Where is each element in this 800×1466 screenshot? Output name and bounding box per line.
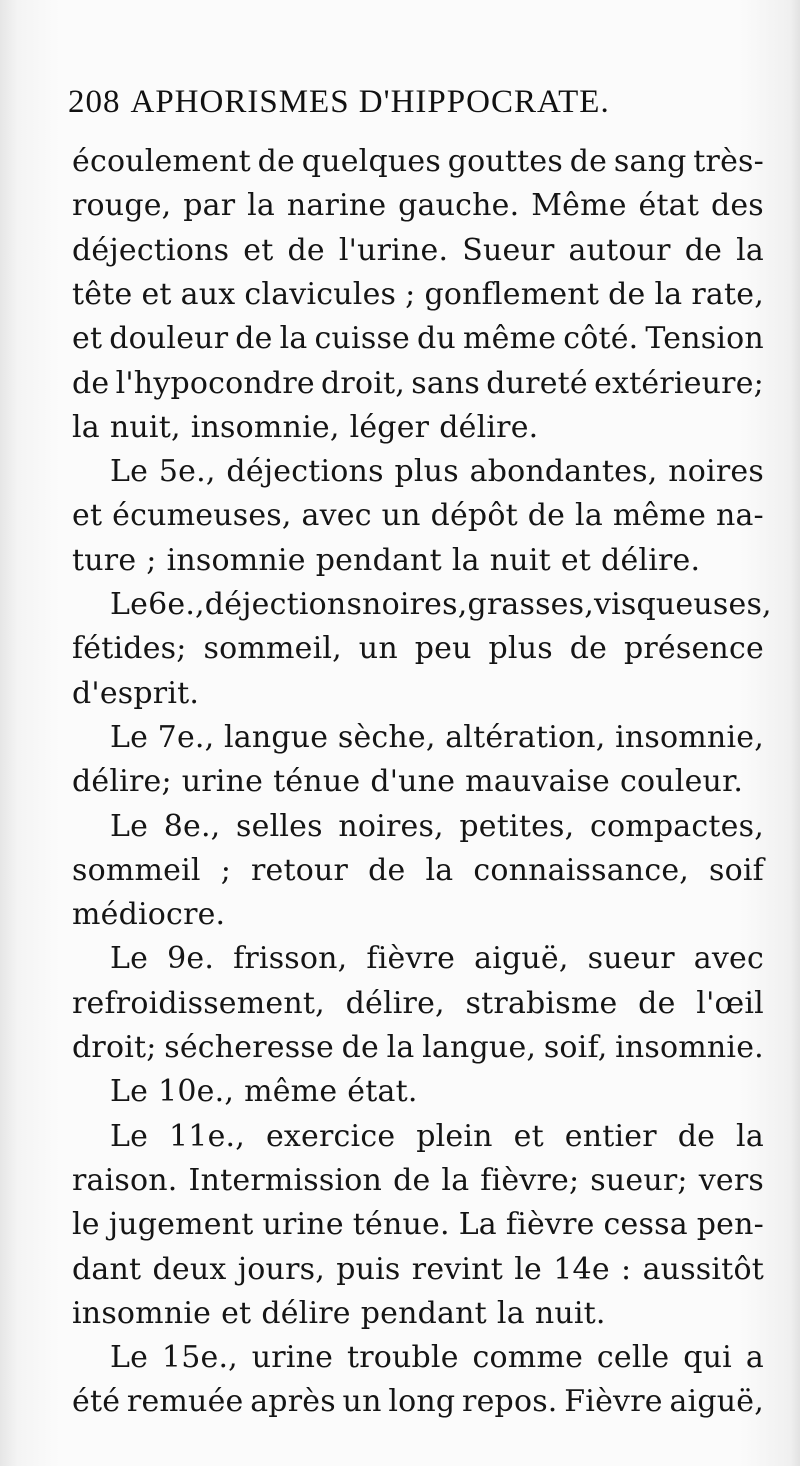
- word: sans: [411, 365, 481, 401]
- word: ;: [146, 542, 157, 578]
- text-line: [72, 184, 764, 228]
- running-header: [68, 84, 610, 121]
- word: état: [638, 188, 700, 224]
- word: par: [183, 188, 236, 224]
- word: délire.: [439, 409, 539, 445]
- word: insomnie: [166, 542, 306, 578]
- word: langue: [223, 719, 329, 755]
- word: sèche,: [337, 719, 436, 755]
- word: la: [654, 276, 683, 312]
- word: et: [72, 498, 103, 534]
- word: déjections: [226, 454, 384, 490]
- word: avec: [693, 941, 764, 977]
- word: insomnie.: [615, 1030, 764, 1065]
- word: la: [496, 1295, 525, 1331]
- text-line: [72, 1380, 764, 1424]
- word: qui: [683, 1340, 732, 1376]
- word: de: [287, 232, 325, 268]
- word: extérieure;: [594, 365, 764, 401]
- text-line: [72, 760, 764, 804]
- word: de: [393, 1162, 431, 1198]
- word: Intermission: [188, 1162, 383, 1198]
- word: langue,: [422, 1030, 537, 1065]
- word: nuit.: [534, 1295, 606, 1331]
- word: la: [441, 1162, 470, 1198]
- word: de: [569, 144, 608, 179]
- word: tête: [72, 276, 133, 312]
- word: ;: [405, 276, 416, 312]
- word: ;: [220, 852, 232, 888]
- word: plein: [416, 1118, 493, 1154]
- word: sueur;: [590, 1162, 688, 1198]
- word: altération,: [445, 719, 606, 755]
- word: mauvaise: [465, 764, 611, 800]
- word: retour: [251, 852, 349, 888]
- text-line: [72, 317, 764, 361]
- word: de: [684, 232, 723, 268]
- word: entier: [564, 1118, 657, 1154]
- word: un: [381, 498, 421, 534]
- word: même: [244, 1074, 338, 1110]
- text-line: [72, 583, 772, 627]
- word: raison.: [72, 1162, 178, 1198]
- word: délire.: [601, 542, 701, 578]
- word: urine: [262, 1207, 344, 1243]
- word: rate,: [691, 276, 764, 312]
- word: délire,: [345, 985, 445, 1021]
- word: droit;: [72, 1030, 157, 1065]
- word: urine: [251, 1340, 334, 1376]
- word: dureté: [486, 365, 588, 401]
- word: puis: [336, 1251, 401, 1287]
- word: aiguë,: [669, 1384, 764, 1420]
- word: fièvre: [366, 941, 456, 977]
- word: sécheresse: [164, 1030, 334, 1065]
- text-line: [72, 450, 764, 494]
- text-line: [72, 273, 764, 317]
- word: état.: [347, 1074, 418, 1110]
- word: un: [342, 1384, 382, 1420]
- word: noires: [668, 454, 764, 490]
- word: côté.: [563, 321, 639, 357]
- text-line: [72, 1115, 764, 1159]
- word: urine: [181, 764, 264, 800]
- word: déjections: [72, 232, 230, 268]
- word: gonflement: [424, 276, 600, 312]
- text-line: [72, 849, 764, 893]
- word: grasses,: [467, 587, 594, 622]
- word: 15e.,: [161, 1340, 238, 1376]
- word: de: [72, 365, 110, 401]
- word: ténue.: [352, 1207, 450, 1243]
- word: autour: [568, 232, 671, 268]
- word: trouble: [346, 1340, 459, 1376]
- word: compactes,: [589, 808, 764, 844]
- word: La: [458, 1207, 497, 1243]
- word: et: [141, 276, 172, 312]
- word: un: [358, 631, 398, 667]
- word: 8e.,: [163, 808, 221, 844]
- word: Fièvre: [564, 1384, 663, 1420]
- word: couleur.: [620, 764, 744, 800]
- word: sommeil: [72, 852, 201, 888]
- word: même: [612, 498, 707, 534]
- word: de: [368, 852, 406, 888]
- text-line: [72, 140, 764, 184]
- word: de: [608, 276, 646, 312]
- word: la: [247, 188, 276, 224]
- word: 11e.,: [169, 1118, 246, 1154]
- word: de: [257, 144, 296, 179]
- word: 7e.,: [157, 719, 215, 755]
- word: remuée: [126, 1384, 244, 1420]
- word: soif: [709, 852, 764, 888]
- word: quelques: [301, 144, 441, 179]
- text-line: [72, 362, 764, 406]
- word: insomnie,: [615, 719, 764, 755]
- word: cuisse: [314, 321, 410, 357]
- word: délire;: [72, 764, 172, 800]
- word: l'hypocondre: [115, 365, 315, 401]
- word: de: [235, 321, 273, 357]
- word: vers: [698, 1162, 764, 1198]
- word: sommeil,: [203, 631, 342, 667]
- word: Le: [110, 587, 149, 622]
- word: droit,: [321, 365, 406, 401]
- word: Le: [110, 941, 149, 977]
- word: fétides;: [72, 631, 187, 667]
- word: et: [243, 232, 274, 268]
- word: très-: [693, 144, 764, 179]
- word: frisson,: [233, 941, 348, 977]
- word: la: [575, 498, 603, 534]
- page-number: 208: [68, 84, 121, 120]
- word: du: [417, 321, 456, 357]
- text-line: [72, 229, 764, 273]
- word: revint: [411, 1251, 503, 1287]
- word: de: [677, 1118, 716, 1154]
- word: dépôt: [430, 498, 518, 534]
- word: la: [279, 321, 308, 357]
- word: de: [638, 985, 676, 1021]
- word: noires,: [362, 587, 468, 622]
- text-line: [72, 805, 764, 849]
- word: même: [462, 321, 557, 357]
- text-line: [72, 1026, 764, 1070]
- word: la: [386, 1030, 415, 1065]
- word: a: [745, 1340, 764, 1376]
- word: abondantes,: [469, 454, 658, 490]
- word: l'œil: [696, 985, 764, 1021]
- word: Même: [531, 188, 627, 224]
- word: selles: [236, 808, 323, 844]
- word: la: [425, 852, 454, 888]
- word: ture: [72, 542, 137, 578]
- word: refroidissement,: [72, 985, 325, 1021]
- word: pendant: [360, 1295, 487, 1331]
- word: la: [736, 232, 764, 268]
- word: pen-: [696, 1207, 764, 1243]
- word: Le: [110, 454, 149, 490]
- word: gouttes: [447, 144, 563, 179]
- word: ténue: [273, 764, 361, 800]
- word: aux: [180, 276, 236, 312]
- word: narine: [286, 188, 387, 224]
- word: soif,: [543, 1030, 608, 1065]
- word: peu: [414, 631, 472, 667]
- word: connaissance,: [473, 852, 690, 888]
- word: exercice: [265, 1118, 396, 1154]
- word: rouge,: [72, 188, 172, 224]
- word: après: [250, 1384, 336, 1420]
- text-line: [72, 1203, 764, 1247]
- word: 14e: [553, 1251, 610, 1287]
- word: jugement: [108, 1207, 254, 1243]
- text-line: [72, 672, 764, 716]
- word: la: [72, 409, 100, 445]
- word: Le: [110, 1340, 149, 1376]
- word: sueur: [587, 941, 675, 977]
- word: Le: [110, 1074, 149, 1110]
- word: pendant: [315, 542, 442, 578]
- word: d'esprit.: [72, 675, 200, 711]
- word: plus: [394, 454, 459, 490]
- word: Sueur: [462, 232, 555, 268]
- text-line: [72, 893, 764, 937]
- text-line: [72, 982, 764, 1026]
- text-line: [72, 1292, 764, 1336]
- word: le: [514, 1251, 542, 1287]
- text-line: [72, 716, 764, 760]
- word: présence: [623, 631, 764, 667]
- text-line: [72, 539, 764, 583]
- word: l'urine.: [338, 232, 449, 268]
- word: 6e.,: [148, 587, 205, 622]
- word: nuit: [489, 542, 551, 578]
- word: clavicules: [244, 276, 397, 312]
- word: et: [560, 542, 592, 578]
- text-line: [72, 494, 764, 538]
- word: été: [72, 1384, 121, 1420]
- word: visqueuses,: [593, 587, 772, 622]
- word: la: [451, 542, 480, 578]
- word: 5e.,: [158, 454, 216, 490]
- word: sang: [613, 144, 687, 179]
- word: strabisme: [465, 985, 618, 1021]
- word: léger: [349, 409, 430, 445]
- word: Le: [110, 719, 149, 755]
- word: de: [341, 1030, 379, 1065]
- word: écumeuses,: [112, 498, 292, 534]
- word: et: [72, 321, 103, 357]
- text-line: [72, 406, 764, 450]
- word: écoulement: [72, 144, 251, 179]
- word: insomnie: [72, 1295, 212, 1331]
- running-title: APHORISMES D'HIPPOCRATE.: [130, 84, 610, 120]
- word: dant: [72, 1251, 142, 1287]
- word: avec: [301, 498, 372, 534]
- word: insomnie,: [190, 409, 340, 445]
- word: fièvre: [505, 1207, 595, 1243]
- word: celle: [596, 1340, 670, 1376]
- word: la: [736, 1118, 764, 1154]
- text-line: [72, 937, 764, 981]
- word: fièvre;: [480, 1162, 580, 1198]
- text-line: [72, 1159, 764, 1203]
- word: aiguë,: [474, 941, 569, 977]
- word: gauche.: [398, 188, 520, 224]
- word: de: [527, 498, 566, 534]
- word: petites,: [459, 808, 575, 844]
- text-line: [72, 627, 764, 671]
- word: délire: [261, 1295, 351, 1331]
- word: plus: [488, 631, 553, 667]
- word: douleur: [109, 321, 229, 357]
- text-line: [72, 1248, 764, 1292]
- word: 10e.,: [158, 1074, 235, 1110]
- text-line: [72, 1070, 764, 1114]
- word: aussitôt: [642, 1251, 764, 1287]
- word: jours,: [237, 1251, 325, 1287]
- word: médiocre.: [72, 897, 226, 933]
- word: repos.: [462, 1384, 558, 1420]
- word: d'une: [370, 764, 456, 800]
- word: Le: [110, 1118, 149, 1154]
- word: nuit,: [109, 409, 181, 445]
- word: 9e.: [167, 941, 215, 977]
- word: deux: [152, 1251, 227, 1287]
- word: Tension: [645, 321, 764, 357]
- word: Le: [110, 808, 149, 844]
- text-line: [72, 1336, 764, 1380]
- word: le: [72, 1207, 100, 1243]
- word: na-: [715, 498, 764, 534]
- word: et: [513, 1118, 544, 1154]
- word: :: [621, 1251, 632, 1287]
- word: de: [569, 631, 608, 667]
- word: et: [221, 1295, 252, 1331]
- word: déjections: [204, 587, 363, 622]
- word: noires,: [338, 808, 444, 844]
- word: cessa: [603, 1207, 688, 1243]
- word: comme: [472, 1340, 584, 1376]
- word: des: [710, 188, 764, 224]
- word: long: [388, 1384, 456, 1420]
